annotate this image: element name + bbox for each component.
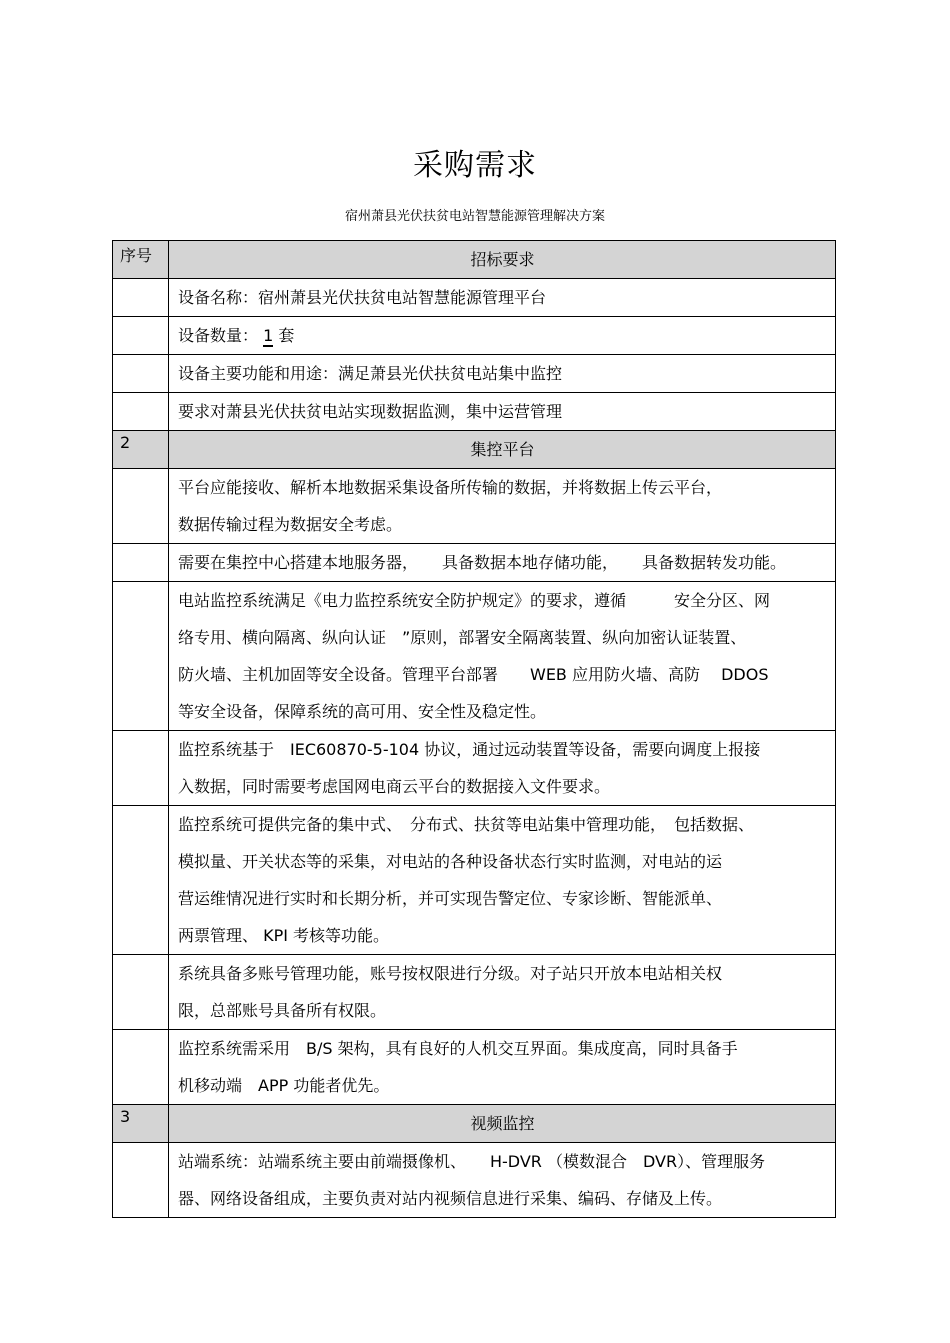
row-content <box>169 1143 836 1218</box>
row-text-line: 两票管理、 KPI 考核等功能。 <box>178 926 390 945</box>
row-content <box>169 279 836 317</box>
row-content <box>169 469 836 544</box>
table-row <box>113 1143 836 1218</box>
section-number: 2 <box>113 431 169 469</box>
row-text-line: 要求对萧县光伏扶贫电站实现数据监测，集中运营管理 <box>178 402 563 421</box>
header-serial-no: 序号 <box>113 241 169 279</box>
row-text-line: 设备主要功能和用途：满足萧县光伏扶贫电站集中监控 <box>178 364 563 383</box>
header-requirements: 招标要求 <box>169 241 836 279</box>
row-number <box>113 582 169 731</box>
row-content <box>169 393 836 431</box>
row-text-line: 模拟量、开关状态等的采集，对电站的各种设备状态行实时监测，对电站的运 <box>178 852 723 871</box>
row-number <box>113 806 169 955</box>
row-content <box>169 582 836 731</box>
row-text-line: 入数据，同时需要考虑国网电商云平台的数据接入文件要求。 <box>178 777 611 796</box>
quantity-label: 设备数量： <box>178 326 259 345</box>
table-row <box>113 806 836 955</box>
table-row <box>113 955 836 1030</box>
row-text-line: 监控系统需采用 B/S 架构，具有良好的人机交互界面。集成度高，同时具备手 <box>178 1039 738 1058</box>
table-row <box>113 393 836 431</box>
row-number <box>113 955 169 1030</box>
row-text-line: 机移动端 APP 功能者优先。 <box>178 1076 390 1095</box>
row-text-line: 监控系统可提供完备的集中式、 分布式、扶贫等电站集中管理功能， 包括数据、 <box>178 815 755 834</box>
quantity-unit: 套 <box>278 326 295 345</box>
row-content <box>169 731 836 806</box>
section-row <box>113 431 836 469</box>
row-content <box>169 1030 836 1105</box>
row-number <box>113 731 169 806</box>
document-subtitle: 宿州萧县光伏扶贫电站智慧能源管理解决方案 <box>344 209 605 224</box>
table-row <box>113 731 836 806</box>
document-title: 采购需求 <box>413 148 537 183</box>
table-row <box>113 544 836 582</box>
table-row <box>113 317 836 355</box>
row-text-line: 站端系统：站端系统主要由前端摄像机、 H-DVR （模数混合 DVR）、管理服务 <box>178 1152 766 1171</box>
quantity-line <box>178 317 827 354</box>
row-content <box>169 355 836 393</box>
row-text-line: 监控系统基于 IEC60870-5-104 协议，通过远动装置等设备，需要向调度上报接 <box>178 740 761 759</box>
row-text-line: 平台应能接收、解析本地数据采集设备所传输的数据，并将数据上传云平台， <box>178 478 723 497</box>
table-row <box>113 279 836 317</box>
row-text-line: 络专用、横向隔离、纵向认证 ”原则，部署安全隔离装置、纵向加密认证装置、 <box>178 628 747 647</box>
table-header-row <box>113 241 836 279</box>
table-row <box>113 469 836 544</box>
row-number <box>113 355 169 393</box>
row-number <box>113 544 169 582</box>
row-number <box>113 1143 169 1218</box>
row-content <box>169 317 836 355</box>
row-number <box>113 279 169 317</box>
row-text-line: 等安全设备，保障系统的高可用、安全性及稳定性。 <box>178 702 547 721</box>
row-content <box>169 806 836 955</box>
table-row <box>113 582 836 731</box>
section-title: 视频监控 <box>169 1105 836 1143</box>
row-text-line: 器、网络设备组成，主要负责对站内视频信息进行采集、编码、存储及上传。 <box>178 1189 723 1208</box>
row-text-line: 防火墙、主机加固等安全设备。管理平台部署 WEB 应用防火墙、高防 DDOS <box>178 665 769 684</box>
row-text-line: 系统具备多账号管理功能，账号按权限进行分级。对子站只开放本电站相关权 <box>178 964 723 983</box>
section-number: 3 <box>113 1105 169 1143</box>
row-number <box>113 469 169 544</box>
row-text-line: 数据传输过程为数据安全考虑。 <box>178 515 403 534</box>
section-title: 集控平台 <box>169 431 836 469</box>
table-row <box>113 1030 836 1105</box>
row-number <box>113 1030 169 1105</box>
row-text-line: 电站监控系统满足《电力监控系统安全防护规定》的要求，遵循 安全分区、网 <box>178 591 771 610</box>
row-text-line: 设备名称：宿州萧县光伏扶贫电站智慧能源管理平台 <box>178 288 547 307</box>
table-row <box>113 355 836 393</box>
row-content <box>169 955 836 1030</box>
row-text-line: 营运维情况进行实时和长期分析，并可实现告警定位、专家诊断、智能派单、 <box>178 889 723 908</box>
row-text-line: 限，总部账号具备所有权限。 <box>178 1001 387 1020</box>
row-content <box>169 544 836 582</box>
section-row <box>113 1105 836 1143</box>
quantity-value: 1 <box>263 326 274 345</box>
row-number <box>113 393 169 431</box>
row-number <box>113 317 169 355</box>
requirements-table <box>112 240 836 1218</box>
row-text-line: 需要在集控中心搭建本地服务器， 具备数据本地存储功能， 具备数据转发功能。 <box>178 553 787 572</box>
